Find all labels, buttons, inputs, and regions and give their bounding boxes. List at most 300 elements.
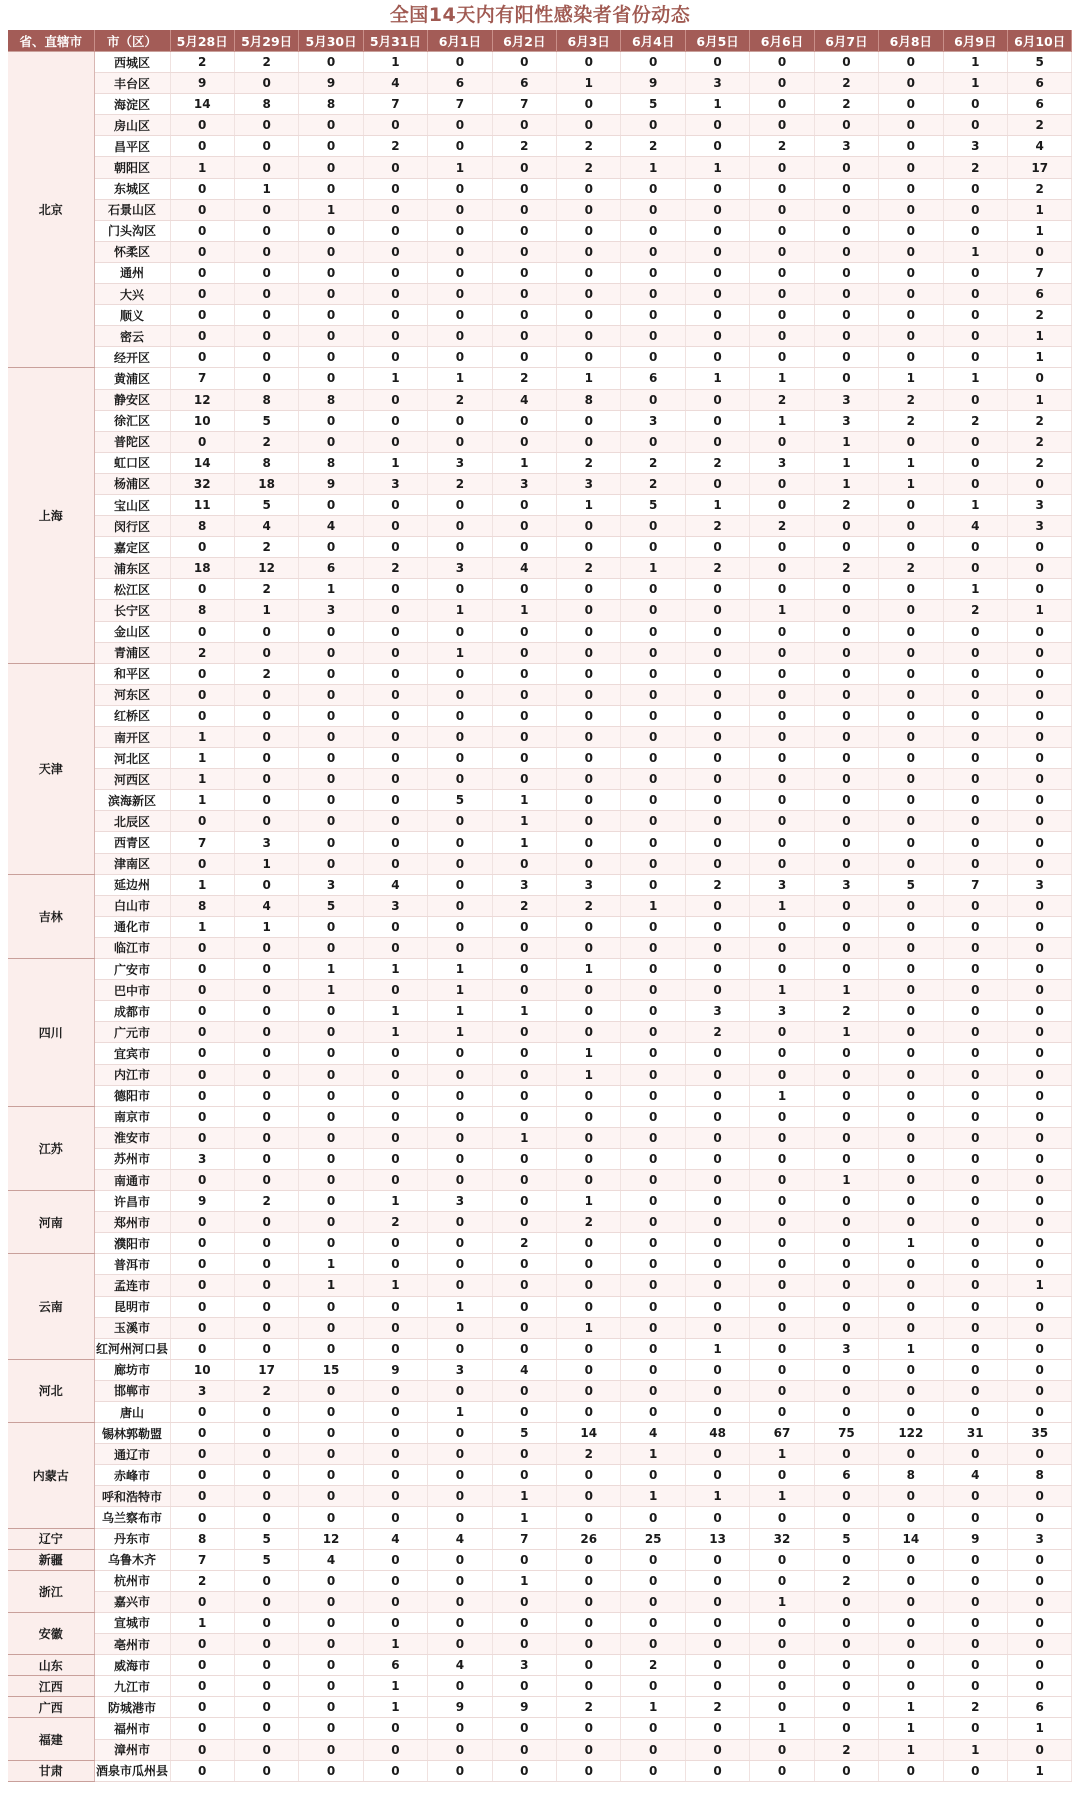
value-cell: 0 <box>363 199 427 220</box>
city-cell: 广元市 <box>94 1022 170 1043</box>
value-cell: 122 <box>879 1423 943 1444</box>
value-cell: 0 <box>428 241 492 262</box>
value-cell: 2 <box>814 94 878 115</box>
value-cell: 2 <box>363 136 427 157</box>
province-cell: 上海 <box>8 368 94 663</box>
value-cell: 0 <box>814 684 878 705</box>
value-cell: 0 <box>621 284 685 305</box>
value-cell: 1 <box>557 494 621 515</box>
value-cell: 0 <box>363 1317 427 1338</box>
table-row <box>8 537 1072 558</box>
value-cell: 0 <box>492 1085 556 1106</box>
value-cell: 1 <box>170 916 234 937</box>
value-cell: 0 <box>685 136 749 157</box>
table-row <box>8 727 1072 748</box>
value-cell: 0 <box>428 1760 492 1781</box>
value-cell: 0 <box>492 684 556 705</box>
value-cell: 0 <box>814 220 878 241</box>
city-cell: 津南区 <box>94 853 170 874</box>
value-cell: 0 <box>621 1507 685 1528</box>
city-cell: 南开区 <box>94 727 170 748</box>
value-cell: 0 <box>621 1402 685 1423</box>
value-cell: 0 <box>234 1085 298 1106</box>
value-cell: 0 <box>685 1591 749 1612</box>
table-row <box>8 115 1072 136</box>
value-cell: 2 <box>621 1655 685 1676</box>
value-cell: 0 <box>170 853 234 874</box>
value-cell: 0 <box>879 52 943 73</box>
table-row <box>8 157 1072 178</box>
value-cell: 0 <box>299 284 363 305</box>
value-cell: 0 <box>943 811 1007 832</box>
value-cell: 0 <box>621 1127 685 1148</box>
value-cell: 0 <box>621 199 685 220</box>
value-cell: 0 <box>621 1085 685 1106</box>
value-cell: 0 <box>879 1127 943 1148</box>
value-cell: 0 <box>943 1001 1007 1022</box>
value-cell: 0 <box>557 705 621 726</box>
table-row <box>8 980 1072 1001</box>
value-cell: 0 <box>1007 1739 1071 1760</box>
value-cell: 0 <box>943 916 1007 937</box>
value-cell: 0 <box>234 1296 298 1317</box>
value-cell: 0 <box>685 895 749 916</box>
value-cell: 0 <box>363 1718 427 1739</box>
value-cell: 0 <box>234 115 298 136</box>
value-cell: 0 <box>814 811 878 832</box>
value-cell: 0 <box>234 1655 298 1676</box>
value-cell: 1 <box>428 157 492 178</box>
value-cell: 0 <box>943 1676 1007 1697</box>
value-cell: 0 <box>621 178 685 199</box>
value-cell: 0 <box>685 1612 749 1633</box>
value-cell: 7 <box>492 1528 556 1549</box>
value-cell: 0 <box>363 115 427 136</box>
value-cell: 3 <box>814 410 878 431</box>
value-cell: 1 <box>363 1275 427 1296</box>
value-cell: 1 <box>428 1402 492 1423</box>
value-cell: 0 <box>557 1760 621 1781</box>
value-cell: 5 <box>814 1528 878 1549</box>
value-cell: 0 <box>492 157 556 178</box>
value-cell: 0 <box>428 705 492 726</box>
value-cell: 0 <box>170 1676 234 1697</box>
value-cell: 0 <box>750 1402 814 1423</box>
header-date: 6月9日 <box>943 30 1007 52</box>
value-cell: 0 <box>557 1296 621 1317</box>
province-cell: 河北 <box>8 1359 94 1422</box>
table-row <box>8 1022 1072 1043</box>
table-header-row <box>8 30 1072 52</box>
value-cell: 0 <box>621 1212 685 1233</box>
city-cell: 静安区 <box>94 389 170 410</box>
value-cell: 2 <box>943 1697 1007 1718</box>
value-cell: 2 <box>557 452 621 473</box>
value-cell: 0 <box>299 1507 363 1528</box>
value-cell: 0 <box>428 178 492 199</box>
value-cell: 4 <box>299 516 363 537</box>
value-cell: 9 <box>428 1697 492 1718</box>
value-cell: 0 <box>299 1570 363 1591</box>
value-cell: 3 <box>299 600 363 621</box>
value-cell: 0 <box>363 769 427 790</box>
city-cell: 呼和浩特市 <box>94 1486 170 1507</box>
value-cell: 0 <box>299 1465 363 1486</box>
value-cell: 4 <box>363 73 427 94</box>
value-cell: 0 <box>685 305 749 326</box>
value-cell: 0 <box>943 705 1007 726</box>
value-cell: 0 <box>685 1359 749 1380</box>
province-cell: 山东 <box>8 1655 94 1676</box>
value-cell: 0 <box>879 284 943 305</box>
value-cell: 0 <box>363 1486 427 1507</box>
value-cell: 0 <box>492 853 556 874</box>
value-cell: 5 <box>492 1423 556 1444</box>
value-cell: 0 <box>299 494 363 515</box>
value-cell: 0 <box>943 1275 1007 1296</box>
value-cell: 0 <box>879 136 943 157</box>
value-cell: 0 <box>685 769 749 790</box>
value-cell: 0 <box>685 1043 749 1064</box>
value-cell: 0 <box>814 937 878 958</box>
value-cell: 0 <box>685 1169 749 1190</box>
city-cell: 西青区 <box>94 832 170 853</box>
table-row <box>8 1718 1072 1739</box>
value-cell: 0 <box>685 727 749 748</box>
value-cell: 0 <box>557 937 621 958</box>
province-cell: 安徽 <box>8 1612 94 1654</box>
value-cell: 0 <box>879 1507 943 1528</box>
value-cell: 1 <box>943 73 1007 94</box>
value-cell: 0 <box>814 537 878 558</box>
value-cell: 0 <box>234 727 298 748</box>
value-cell: 0 <box>557 1254 621 1275</box>
value-cell: 0 <box>1007 368 1071 389</box>
value-cell: 0 <box>685 579 749 600</box>
value-cell: 0 <box>1007 1655 1071 1676</box>
value-cell: 2 <box>234 52 298 73</box>
value-cell: 0 <box>492 431 556 452</box>
value-cell: 2 <box>621 136 685 157</box>
value-cell: 0 <box>428 1507 492 1528</box>
value-cell: 0 <box>943 1359 1007 1380</box>
value-cell: 0 <box>363 1760 427 1781</box>
value-cell: 0 <box>428 663 492 684</box>
value-cell: 0 <box>879 790 943 811</box>
value-cell: 3 <box>363 895 427 916</box>
value-cell: 0 <box>750 811 814 832</box>
value-cell: 0 <box>685 1402 749 1423</box>
value-cell: 1 <box>943 494 1007 515</box>
value-cell: 0 <box>492 1275 556 1296</box>
value-cell: 0 <box>557 1022 621 1043</box>
value-cell: 0 <box>750 853 814 874</box>
province-cell: 浙江 <box>8 1570 94 1612</box>
value-cell: 0 <box>492 115 556 136</box>
value-cell: 0 <box>363 790 427 811</box>
value-cell: 0 <box>814 1212 878 1233</box>
value-cell: 0 <box>299 705 363 726</box>
value-cell: 9 <box>299 473 363 494</box>
value-cell: 0 <box>363 537 427 558</box>
value-cell: 0 <box>170 1486 234 1507</box>
header-date: 6月5日 <box>685 30 749 52</box>
value-cell: 0 <box>750 1739 814 1760</box>
value-cell: 0 <box>492 705 556 726</box>
value-cell: 0 <box>750 220 814 241</box>
value-cell: 6 <box>299 558 363 579</box>
value-cell: 0 <box>685 600 749 621</box>
value-cell: 0 <box>299 178 363 199</box>
value-cell: 1 <box>428 959 492 980</box>
value-cell: 0 <box>685 389 749 410</box>
value-cell: 4 <box>428 1655 492 1676</box>
city-cell: 酒泉市瓜州县 <box>94 1760 170 1781</box>
value-cell: 0 <box>750 1191 814 1212</box>
header-date: 6月1日 <box>428 30 492 52</box>
value-cell: 0 <box>814 895 878 916</box>
value-cell: 0 <box>1007 937 1071 958</box>
value-cell: 0 <box>363 1169 427 1190</box>
value-cell: 0 <box>685 1444 749 1465</box>
value-cell: 0 <box>621 1275 685 1296</box>
value-cell: 0 <box>428 220 492 241</box>
value-cell: 2 <box>428 473 492 494</box>
value-cell: 0 <box>557 1001 621 1022</box>
value-cell: 1 <box>492 1127 556 1148</box>
value-cell: 3 <box>170 1380 234 1401</box>
value-cell: 0 <box>428 832 492 853</box>
value-cell: 0 <box>750 73 814 94</box>
value-cell: 0 <box>879 684 943 705</box>
value-cell: 0 <box>234 1317 298 1338</box>
value-cell: 4 <box>234 516 298 537</box>
value-cell: 1 <box>621 1444 685 1465</box>
value-cell: 7 <box>943 874 1007 895</box>
province-cell: 新疆 <box>8 1549 94 1570</box>
value-cell: 0 <box>1007 980 1071 1001</box>
value-cell: 0 <box>492 621 556 642</box>
value-cell: 0 <box>428 769 492 790</box>
value-cell: 0 <box>170 1402 234 1423</box>
value-cell: 0 <box>234 684 298 705</box>
value-cell: 0 <box>879 516 943 537</box>
value-cell: 4 <box>492 389 556 410</box>
value-cell: 0 <box>234 1043 298 1064</box>
value-cell: 0 <box>428 1148 492 1169</box>
value-cell: 12 <box>170 389 234 410</box>
value-cell: 10 <box>170 1359 234 1380</box>
value-cell: 0 <box>492 1739 556 1760</box>
city-cell: 杭州市 <box>94 1570 170 1591</box>
value-cell: 0 <box>621 52 685 73</box>
value-cell: 0 <box>685 1465 749 1486</box>
value-cell: 1 <box>1007 199 1071 220</box>
value-cell: 0 <box>299 1591 363 1612</box>
value-cell: 0 <box>685 663 749 684</box>
value-cell: 0 <box>492 305 556 326</box>
value-cell: 0 <box>879 1570 943 1591</box>
header-date: 6月10日 <box>1007 30 1071 52</box>
value-cell: 0 <box>428 52 492 73</box>
value-cell: 0 <box>621 1338 685 1359</box>
city-cell: 乌兰察布市 <box>94 1507 170 1528</box>
city-cell: 顺义 <box>94 305 170 326</box>
value-cell: 0 <box>234 621 298 642</box>
table-row <box>8 1212 1072 1233</box>
value-cell: 0 <box>750 284 814 305</box>
value-cell: 5 <box>234 410 298 431</box>
value-cell: 2 <box>814 1570 878 1591</box>
value-cell: 0 <box>428 1254 492 1275</box>
value-cell: 0 <box>299 1338 363 1359</box>
value-cell: 2 <box>685 1697 749 1718</box>
value-cell: 0 <box>621 1739 685 1760</box>
value-cell: 0 <box>879 916 943 937</box>
value-cell: 0 <box>492 1676 556 1697</box>
value-cell: 0 <box>363 241 427 262</box>
value-cell: 0 <box>814 1106 878 1127</box>
table-row <box>8 473 1072 494</box>
value-cell: 0 <box>685 1233 749 1254</box>
table-row <box>8 452 1072 473</box>
value-cell: 0 <box>750 663 814 684</box>
value-cell: 0 <box>814 1486 878 1507</box>
value-cell: 0 <box>943 1338 1007 1359</box>
value-cell: 0 <box>234 705 298 726</box>
value-cell: 0 <box>299 642 363 663</box>
value-cell: 0 <box>363 1064 427 1085</box>
value-cell: 1 <box>170 769 234 790</box>
value-cell: 0 <box>557 1591 621 1612</box>
value-cell: 0 <box>492 1106 556 1127</box>
value-cell: 0 <box>492 1338 556 1359</box>
value-cell: 0 <box>234 1612 298 1633</box>
value-cell: 0 <box>943 1127 1007 1148</box>
value-cell: 0 <box>621 1148 685 1169</box>
value-cell: 0 <box>685 1275 749 1296</box>
value-cell: 0 <box>685 642 749 663</box>
value-cell: 0 <box>814 1444 878 1465</box>
value-cell: 0 <box>943 1064 1007 1085</box>
value-cell: 1 <box>492 790 556 811</box>
value-cell: 0 <box>428 853 492 874</box>
value-cell: 0 <box>1007 1612 1071 1633</box>
city-cell: 白山市 <box>94 895 170 916</box>
value-cell: 0 <box>170 326 234 347</box>
value-cell: 1 <box>750 410 814 431</box>
value-cell: 0 <box>750 1106 814 1127</box>
city-cell: 徐汇区 <box>94 410 170 431</box>
value-cell: 0 <box>428 262 492 283</box>
value-cell: 0 <box>879 811 943 832</box>
value-cell: 0 <box>943 895 1007 916</box>
value-cell: 8 <box>234 452 298 473</box>
value-cell: 5 <box>299 895 363 916</box>
value-cell: 0 <box>621 790 685 811</box>
value-cell: 0 <box>879 1169 943 1190</box>
value-cell: 5 <box>621 94 685 115</box>
value-cell: 0 <box>492 537 556 558</box>
value-cell: 4 <box>943 1465 1007 1486</box>
value-cell: 0 <box>879 980 943 1001</box>
value-cell: 10 <box>170 410 234 431</box>
value-cell: 0 <box>363 1570 427 1591</box>
value-cell: 0 <box>557 1275 621 1296</box>
value-cell: 0 <box>1007 1296 1071 1317</box>
province-cell: 北京 <box>8 52 94 368</box>
table-row <box>8 1591 1072 1612</box>
city-cell: 乌鲁木齐 <box>94 1549 170 1570</box>
value-cell: 2 <box>943 157 1007 178</box>
value-cell: 0 <box>363 621 427 642</box>
city-cell: 成都市 <box>94 1001 170 1022</box>
value-cell: 0 <box>299 937 363 958</box>
value-cell: 0 <box>170 959 234 980</box>
value-cell: 0 <box>170 115 234 136</box>
value-cell: 0 <box>943 1148 1007 1169</box>
value-cell: 0 <box>943 1085 1007 1106</box>
value-cell: 0 <box>492 1402 556 1423</box>
value-cell: 0 <box>879 663 943 684</box>
value-cell: 0 <box>299 769 363 790</box>
value-cell: 0 <box>814 1064 878 1085</box>
value-cell: 3 <box>492 874 556 895</box>
province-cell: 广西 <box>8 1697 94 1718</box>
value-cell: 3 <box>750 1001 814 1022</box>
value-cell: 0 <box>170 1233 234 1254</box>
value-cell: 0 <box>557 537 621 558</box>
value-cell: 3 <box>428 1359 492 1380</box>
value-cell: 0 <box>299 1001 363 1022</box>
city-cell: 河北区 <box>94 748 170 769</box>
value-cell: 0 <box>299 1634 363 1655</box>
value-cell: 0 <box>685 853 749 874</box>
value-cell: 0 <box>621 241 685 262</box>
value-cell: 0 <box>170 136 234 157</box>
value-cell: 0 <box>879 1148 943 1169</box>
value-cell: 0 <box>750 241 814 262</box>
value-cell: 1 <box>428 642 492 663</box>
value-cell: 0 <box>557 1085 621 1106</box>
value-cell: 0 <box>1007 663 1071 684</box>
value-cell: 4 <box>1007 136 1071 157</box>
value-cell: 0 <box>492 769 556 790</box>
value-cell: 0 <box>685 1296 749 1317</box>
value-cell: 0 <box>299 326 363 347</box>
value-cell: 0 <box>943 262 1007 283</box>
table-row <box>8 241 1072 262</box>
value-cell: 0 <box>1007 621 1071 642</box>
table-row <box>8 832 1072 853</box>
value-cell: 0 <box>943 1591 1007 1612</box>
table-row <box>8 94 1072 115</box>
table-row <box>8 1528 1072 1549</box>
value-cell: 0 <box>814 1233 878 1254</box>
value-cell: 2 <box>557 1212 621 1233</box>
value-cell: 0 <box>170 1064 234 1085</box>
value-cell: 8 <box>1007 1465 1071 1486</box>
table-row <box>8 410 1072 431</box>
value-cell: 0 <box>685 326 749 347</box>
value-cell: 0 <box>234 1001 298 1022</box>
value-cell: 0 <box>492 241 556 262</box>
value-cell: 0 <box>814 769 878 790</box>
value-cell: 0 <box>428 811 492 832</box>
value-cell: 0 <box>299 1191 363 1212</box>
value-cell: 0 <box>1007 241 1071 262</box>
value-cell: 0 <box>621 705 685 726</box>
